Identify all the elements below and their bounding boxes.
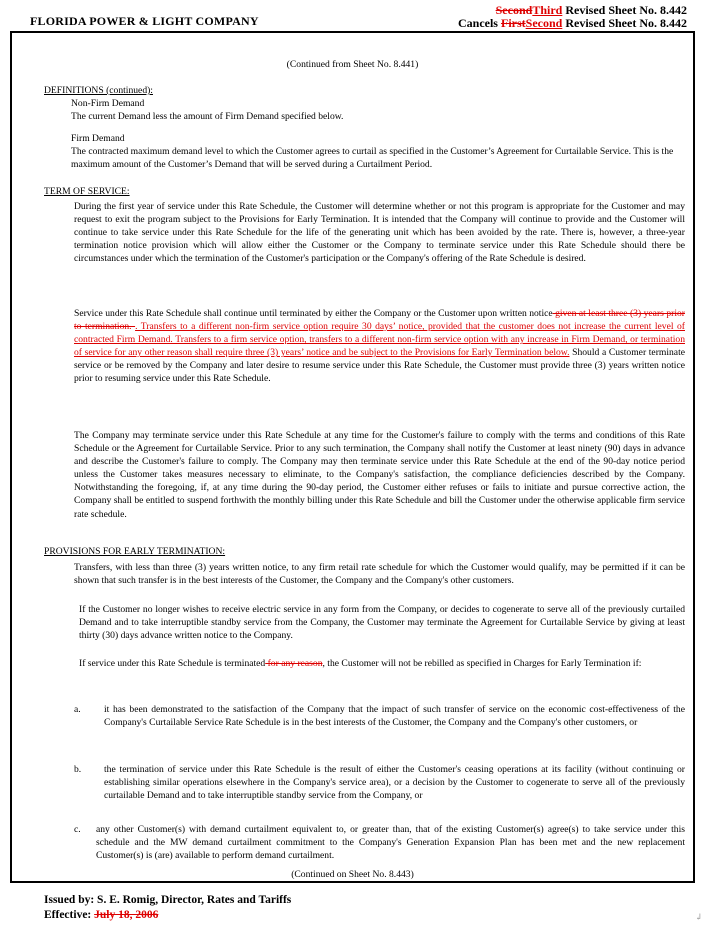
early-p3-start: If service under this Rate Schedule is terminated [79, 658, 266, 669]
early-termination-heading: PROVISIONS FOR EARLY TERMINATION: [44, 546, 226, 557]
term-of-service-heading: TERM OF SERVICE: [44, 186, 130, 197]
inserted-text: Second [525, 16, 563, 30]
deleted-text: July 18, 2006 [94, 909, 159, 921]
term-paragraph-2 [74, 307, 685, 386]
early-paragraph-1: Transfers, with less than three (3) years written notice, to any firm retail rate schedule for which the Customer would qualify, may be permitted if it can be shown that such transfer is in the best interests of the Customer, the Company and the Company's other customers. [74, 562, 685, 587]
nonfirm-demand-text: The current Demand less the amount of Firm Demand specified below. [71, 111, 344, 122]
list-item-a: it has been demonstrated to the satisfaction of the Company that the impact of such transfer of service on the economic cost-effectiveness of the Company's Curtailable Service Rate Schedule is in the best interests of the Customer, the Company and the Company's other customers, or [104, 704, 685, 729]
firm-demand-text: The contracted maximum demand level to which the Customer agrees to curtail as specified in the Customer’s Agreement for Curtailable Service. This is the maximum amount of the Customer’s Demand that will be served during a Curtailment Period. [71, 146, 674, 171]
sheet-number-text: Revised Sheet No. 8.442 [562, 3, 687, 17]
paragraph-mark-icon: ↲ [695, 912, 703, 922]
list-label-b: b. [74, 764, 82, 775]
deleted-text: First [500, 16, 526, 30]
inserted-text: . Transfers to a different non-firm service option require 30 days’ notice, provided that the customer does not increase the current level of contracted Firm Demand. Transfers to a firm service option, transfers to a different non-firm service option with any increase in Firm Demand, or termination of service for any other reason shall require three (3) years’ notice and be subject to the Provisions for Early Termination below. [74, 321, 685, 359]
list-label-a: a. [74, 704, 81, 715]
deleted-text: Second [495, 3, 533, 17]
company-name: FLORIDA POWER & LIGHT COMPANY [30, 14, 259, 28]
issued-by: Issued by: S. E. Romig, Director, Rates and Tariffs [44, 894, 292, 906]
term-paragraph-1: During the first year of service under this Rate Schedule, the Customer will determine whether or not this program is appropriate for the Customer and may request to exit the program subject to the Provisions for Early Termination. It is intended that the Company will continue to provide and the Customer will continue to take service under this Rate Schedule for the life of the generating unit which has been avoided by the rate. There is, however, a three-year termination notice provision which will allow either the Customer or the Company to terminate service under this Rate Schedule should there be circumstances under which the termination of the Customer's participation or the Company's offering of the Rate Schedule is desired. [74, 201, 685, 265]
effective-date-line [44, 909, 158, 921]
cancels-line [458, 16, 687, 31]
term-p2-start: Service under this Rate Schedule shall continue until terminated by either the Company or the Customer upon written notice [74, 308, 553, 319]
term-p2-end: Should a Customer terminate service or be removed by the Company and later desire to resume service under this Rate Schedule, the Customer must provide three (3) years written notice prior to resuming service under this Rate Schedule. [74, 347, 685, 385]
definitions-heading: DEFINITIONS (continued): [44, 85, 153, 96]
deleted-text: for any reason [265, 658, 323, 669]
list-label-c: c. [74, 824, 81, 835]
early-paragraph-2: If the Customer no longer wishes to receive electric service in any form from the Company, or decides to cogenerate to serve all of the previously curtailed Demand and to take interruptible standby service from the Company, the Customer may terminate the Agreement for Curtailable Service by giving at least thirty (30) days advance written notice to the Company. [79, 604, 685, 642]
early-p3-end: , the Customer will not be rebilled as specified in Charges for Early Termination if: [322, 658, 642, 669]
inserted-text: Third [532, 3, 563, 17]
list-item-b: the termination of service under this Rate Schedule is the result of either the Customer's ceasing operations at its facility (without continuing or establishing similar operations elsewhere in the Company's service area), or a decision by the Customer to cogenerate to serve all of the previously curtailable Demand and to take interruptible standby service from the Company, or [104, 764, 685, 802]
firm-demand-title: Firm Demand [71, 133, 125, 144]
early-paragraph-3 [79, 657, 685, 670]
continued-from-note: (Continued from Sheet No. 8.441) [286, 59, 419, 70]
deleted-text: given at least three (3) years prior to termination. [74, 308, 685, 333]
cancels-sheet-text: Revised Sheet No. 8.442 [562, 16, 687, 30]
continued-on-note: (Continued on Sheet No. 8.443) [291, 869, 414, 880]
cancels-label: Cancels [457, 16, 501, 30]
list-item-c: any other Customer(s) with demand curtailment equivalent to, or greater than, that of the existing Customer(s) agree(s) to take service under this schedule and the MW demand curtailment commitment to the Company's Generation Expansion Plan has been met and the new replacement Customer(s) is (are) available to perform demand curtailment. [96, 824, 685, 862]
term-paragraph-3: The Company may terminate service under this Rate Schedule at any time for the Customer's failure to comply with the terms and conditions of this Rate Schedule or the Agreement for Curtailable Service. Prior to any such termination, the Company shall notify the Customer at least ninety (90) days in advance and describe the Customer's failure to comply. The Company may then terminate service under this Rate Schedule at the end of the 90-day notice period unless the Customer takes measures necessary to eliminate, to the Company's satisfaction, the compliance deficiencies described by the Company. Notwithstanding the foregoing, if, at any time during the 90-day period, the Customer either refuses or fails to initiate and pursue corrective action, the Company shall be entitled to suspend forthwith the monthly billing under this Rate Schedule and bill the Customer under the otherwise applicable firm service rate schedule. [74, 430, 685, 520]
effective-label: Effective: [44, 909, 95, 921]
nonfirm-demand-title: Non-Firm Demand [71, 98, 145, 109]
